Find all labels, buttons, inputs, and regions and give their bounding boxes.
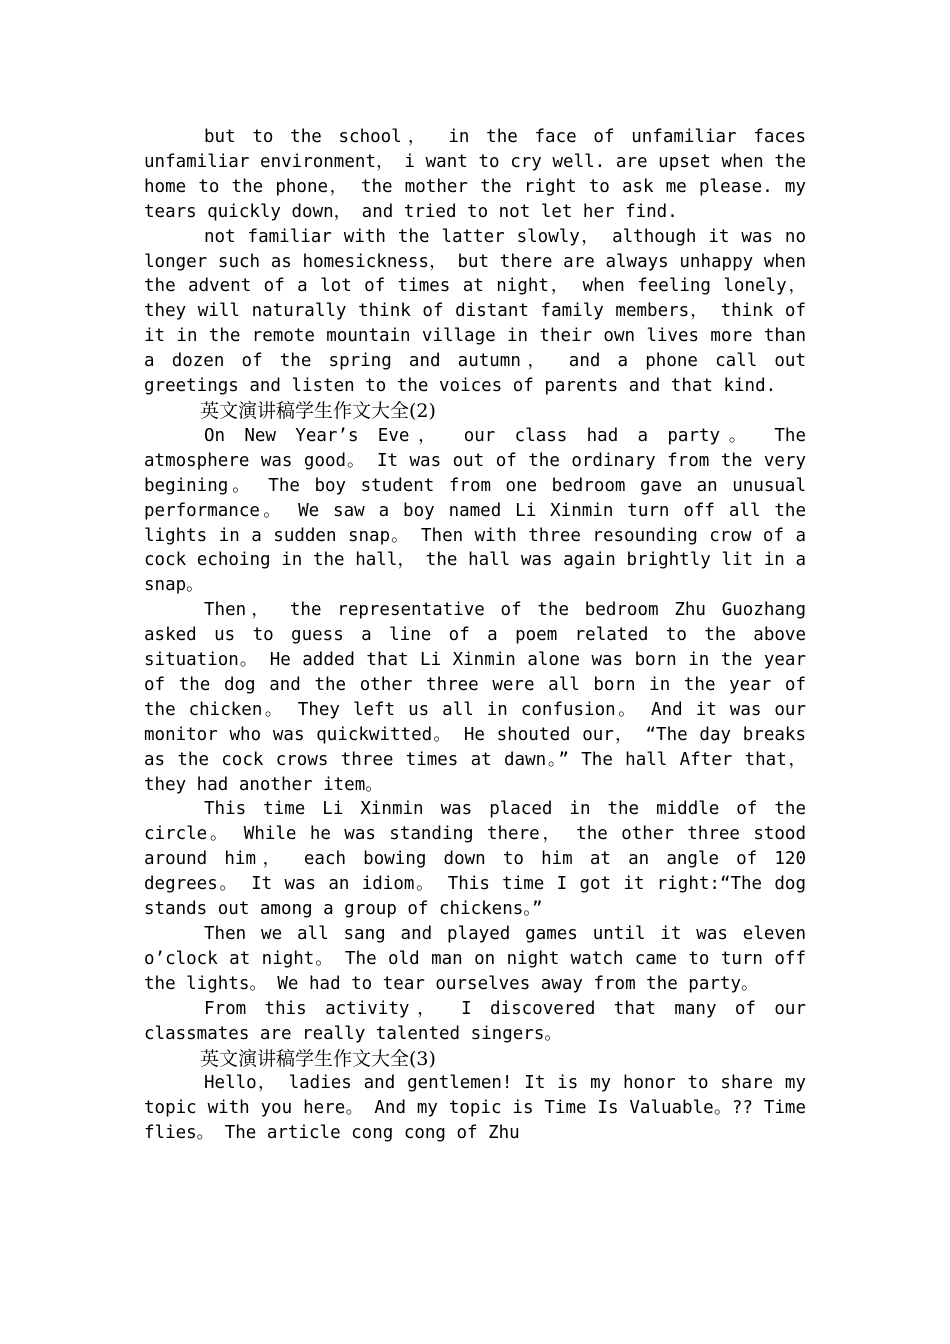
paragraph: Then we all sang and played games until it was eleven o’clock at night。 The old man on night watch came to turn off the lights。 We had to tear ourselves away from the party。 (144, 924, 806, 994)
section-heading: 英文演讲稿学生作文大全(2) (200, 399, 436, 422)
section-heading: 英文演讲稿学生作文大全(3) (200, 1047, 436, 1070)
paragraph: Hello， ladies and gentlemen! It is my honor to share my topic with you here。 And my topic is Time Is Valuable。?? Time flies。 The article cong cong of Zhu (144, 1073, 806, 1144)
paragraph: From this activity， I discovered that many of our classmates are really talented singers。 (144, 998, 806, 1044)
document-body (144, 125, 806, 1146)
paragraph: not familiar with the latter slowly， although it was no longer such as homesickness， but there are always unhappy when the advent of a lot of times at night， when feeling lonely， they will naturally think of distant family members， think of it in the remote mountain village in their own lives more than a dozen of the spring and autumn， and a phone call out greetings and listen to the voices of parents and that kind. (144, 226, 806, 397)
paragraph: This time Li Xinmin was placed in the middle of the circle。 While he was standing there， the other three stood around him， each bowing down to him at an angle of 120 degrees。 It was an idiom。 This time I got it right:“The dog stands out among a group of chickens。” (144, 799, 806, 920)
paragraph: On New Year’s Eve， our class had a party。 The atmosphere was good。 It was out of the ordinary from the very begining。 The boy student from one bedroom gave an unusual performance。 We saw a boy named Li Xinmin turn off all the lights in a sudden snap。 Then with three resounding crow of a cock echoing in the hall， the hall was again brightly lit in a snap。 (144, 425, 806, 596)
paragraph: Then， the representative of the bedroom Zhu Guozhang asked us to guess a line of a poem related to the above situation。 He added that Li Xinmin alone was born in the year of the dog and the other three were all born in the year of the chicken。 They left us all in confusion。 And it was our monitor who was quickwitted。 He shouted our， “The day breaks as the cock crows three times at dawn。” The hall After that， they had another item。 (144, 600, 806, 795)
paragraph: but to the school， in the face of unfamiliar faces unfamiliar environment， i want to cry well. are upset when the home to the phone， the mother the right to ask me please. my tears quickly down， and tried to not let her find. (144, 127, 806, 222)
